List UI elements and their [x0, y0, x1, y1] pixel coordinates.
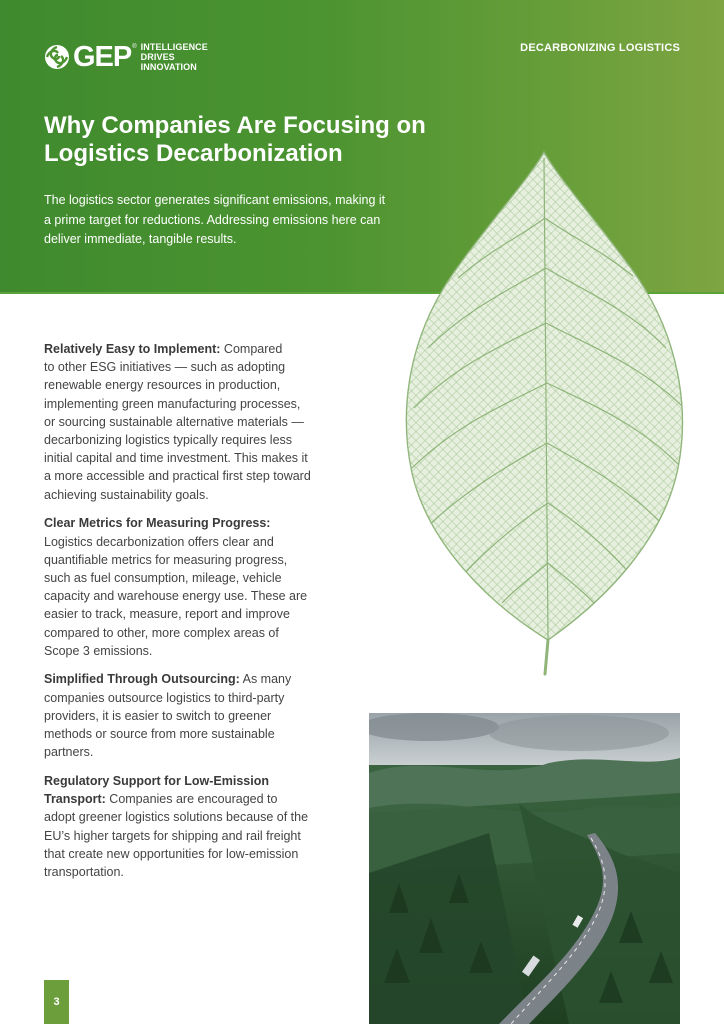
- section-line: companies outsource logistics to third-party: [44, 690, 285, 705]
- section-line: Companies are encouraged to: [105, 792, 278, 807]
- section-line: Scope 3 emissions.: [44, 643, 153, 658]
- logo-tagline-line: INTELLIGENCE: [140, 42, 208, 52]
- section-line: decarbonizing logistics typically requires less: [44, 433, 293, 448]
- intro-line: deliver immediate, tangible results.: [44, 232, 237, 246]
- section-line: Compared: [220, 342, 283, 356]
- logo-wordmark: GEP: [73, 41, 132, 73]
- logo-tagline: [141, 42, 208, 72]
- section-line: such as fuel consumption, mileage, vehicle: [44, 570, 282, 585]
- section-line: adopt greener logistics solutions because of the: [44, 810, 309, 825]
- section-line: providers, it is easier to switch to greener: [44, 708, 272, 723]
- section-line: partners.: [44, 745, 94, 760]
- section-line: easier to track, measure, report and improve: [44, 607, 290, 622]
- page-title-line: Logistics Decarbonization: [44, 140, 343, 167]
- intro-paragraph: [44, 191, 394, 250]
- page-title-line: Why Companies Are Focusing on: [44, 112, 426, 139]
- section-easy-to-implement: [44, 340, 312, 504]
- section-line: compared to other, more complex areas of: [44, 625, 279, 640]
- section-outsourcing: [44, 670, 312, 761]
- section-heading: Transport:: [44, 792, 106, 807]
- section-line: that create new opportunities for low-emission: [44, 846, 299, 861]
- section-line: EU’s higher targets for shipping and rail freight: [44, 828, 301, 843]
- intro-line: The logistics sector generates significant emissions, making it: [44, 193, 386, 207]
- section-line: transportation.: [44, 864, 124, 879]
- logo-registered-mark: ®: [132, 44, 137, 50]
- page-number-tab: 3: [44, 980, 69, 1024]
- logo-tagline-line: INNOVATION: [140, 62, 197, 72]
- section-heading: Clear Metrics for Measuring Progress:: [44, 516, 271, 531]
- section-line: implementing green manufacturing processes,: [44, 396, 301, 411]
- section-line: methods or source from more sustainable: [44, 727, 275, 742]
- section-line: a more accessible and practical first step toward: [44, 469, 311, 484]
- logo-tagline-line: DRIVES: [140, 52, 175, 62]
- section-line: achieving sustainability goals.: [44, 487, 209, 502]
- section-line: quantifiable metrics for measuring progress,: [44, 552, 288, 567]
- gep-swirl-icon: [44, 44, 70, 70]
- section-regulatory-support: [44, 772, 312, 881]
- aerial-forest-highway-photo: [369, 713, 680, 1024]
- section-clear-metrics: [44, 514, 312, 660]
- section-heading: Regulatory Support for Low-Emission: [44, 773, 270, 788]
- gep-logo: [44, 42, 208, 72]
- section-line: initial capital and time investment. This makes it: [44, 451, 308, 466]
- section-line: to other ESG initiatives — such as adopting: [44, 360, 286, 375]
- section-line: As many: [239, 672, 292, 687]
- leaf-illustration: [398, 148, 694, 678]
- intro-line: a prime target for reductions. Addressing emissions here can: [44, 212, 381, 227]
- section-label: DECARBONIZING LOGISTICS: [520, 42, 680, 54]
- section-heading: Relatively Easy to Implement:: [44, 342, 221, 356]
- section-line: capacity and warehouse energy use. These are: [44, 589, 308, 604]
- section-line: Logistics decarbonization offers clear and: [44, 534, 274, 549]
- section-line: or sourcing sustainable alternative materials —: [44, 414, 304, 429]
- section-heading: Simplified Through Outsourcing:: [44, 672, 240, 687]
- body-column: [44, 340, 312, 892]
- section-line: renewable energy resources in production,: [44, 378, 281, 393]
